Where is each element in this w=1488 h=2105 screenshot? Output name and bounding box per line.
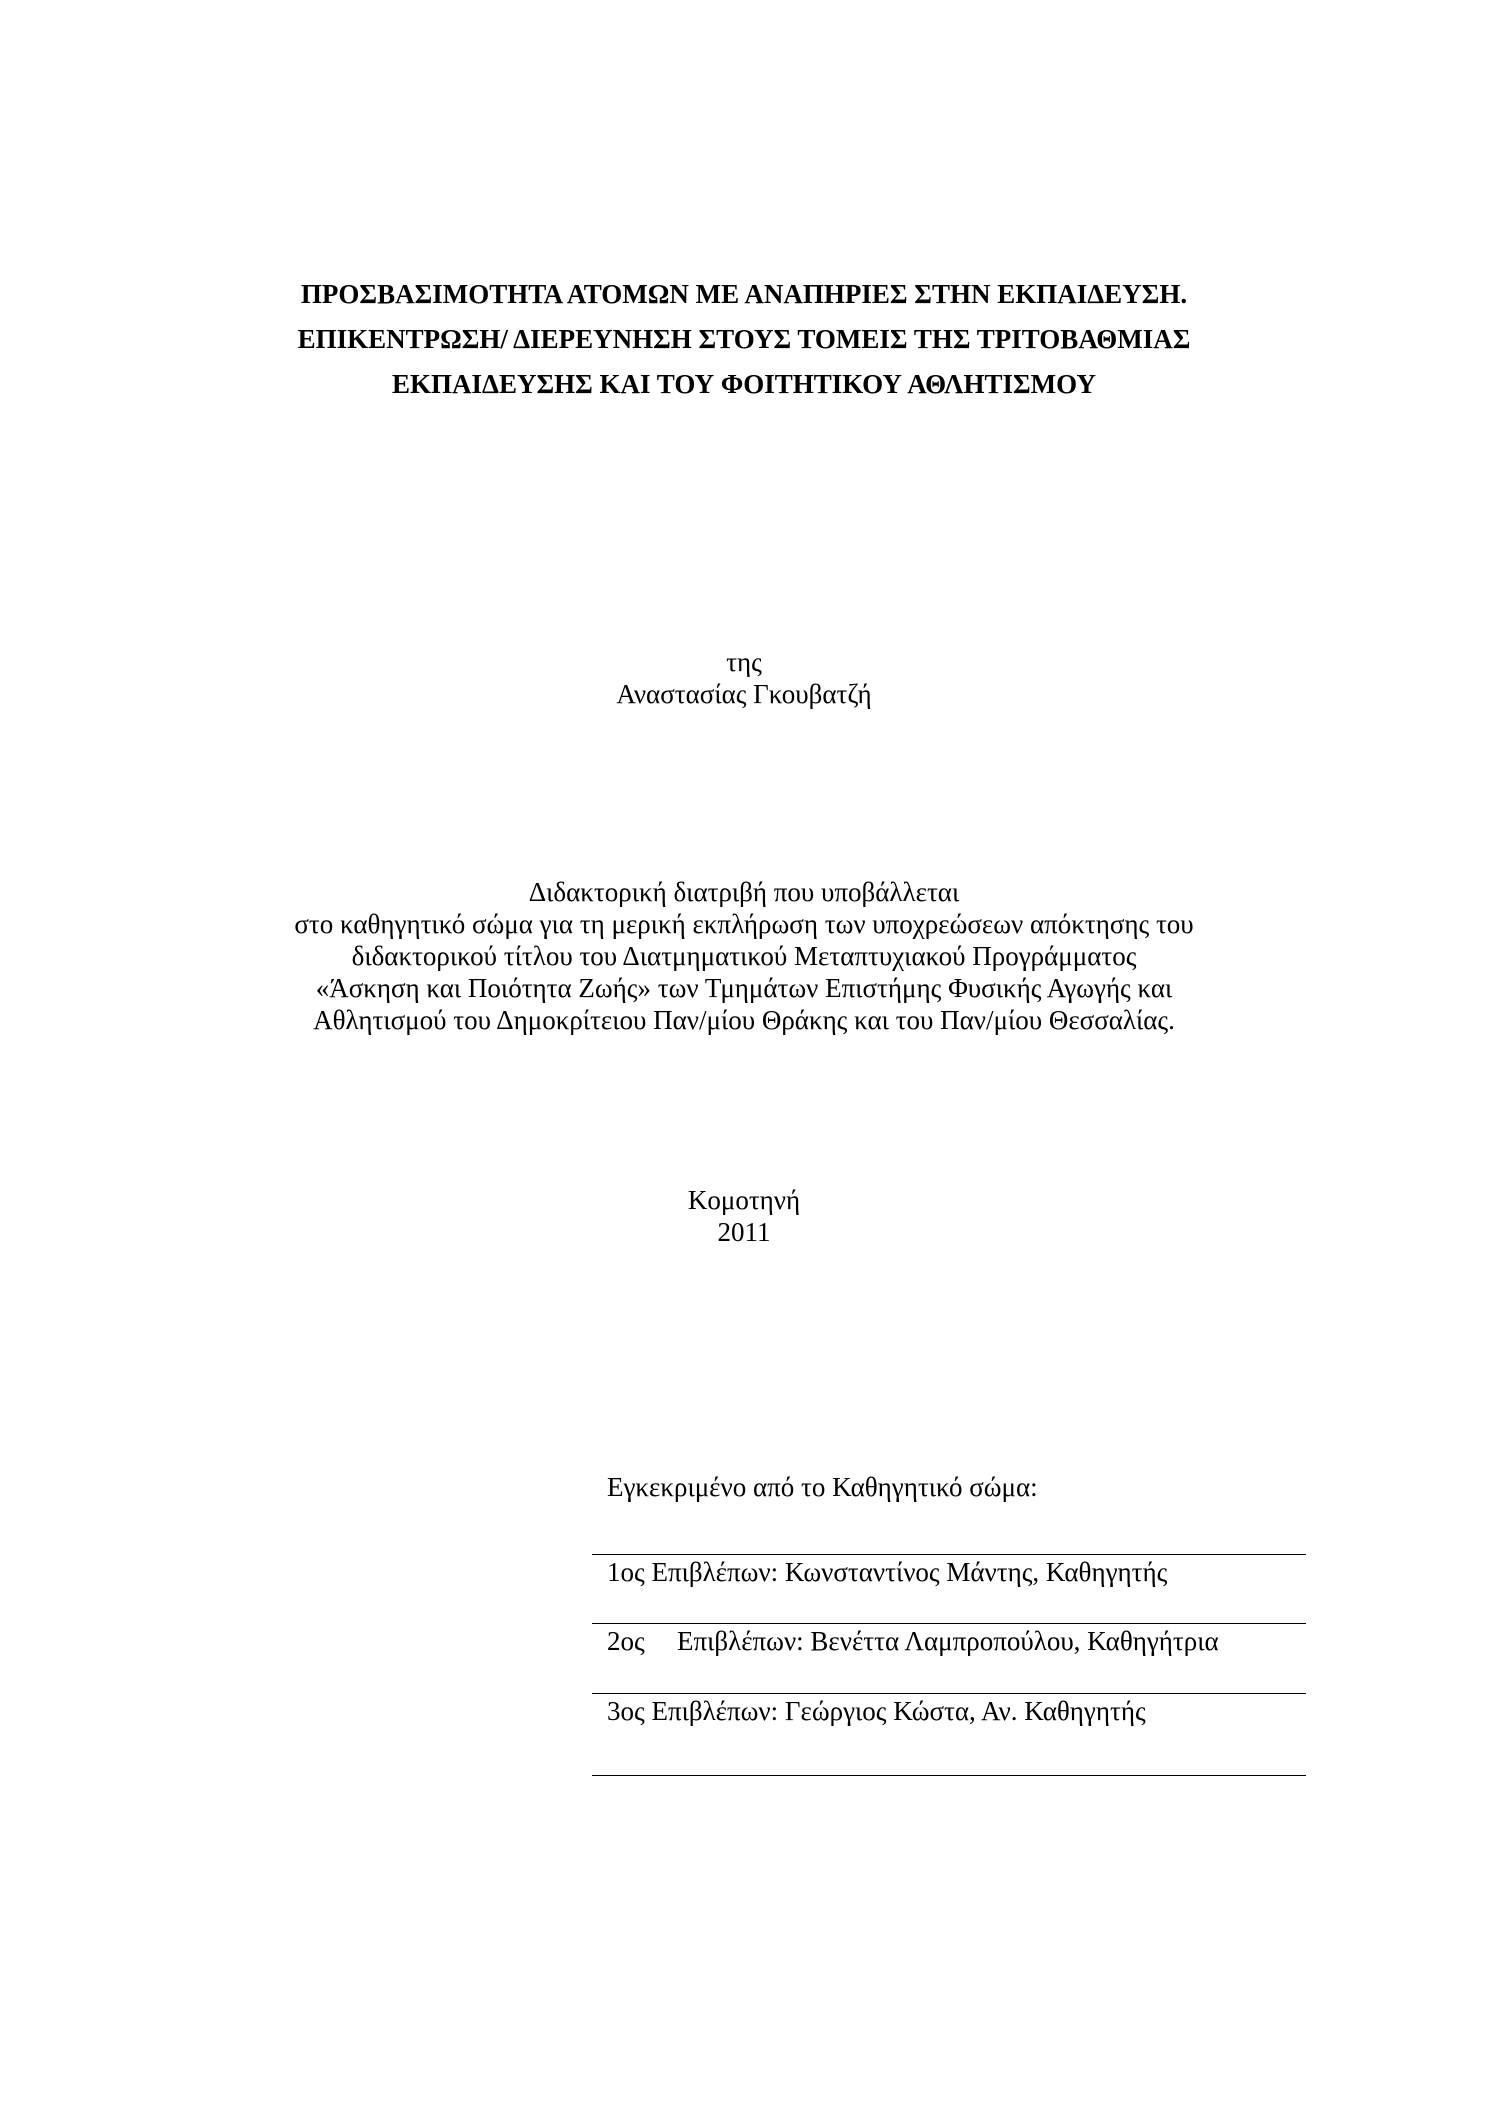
thesis-title [0,272,1488,407]
supervisor-text: Επιβλέπων: Γεώργιος Κώστα, Αν. Καθηγητής [651,1696,1146,1726]
description-line: διδακτορικού τίτλου του Διατμηματικού Μεταπτυχιακού Προγράμματος [351,941,1137,971]
thesis-description [0,876,1488,1036]
place: Κομοτηνή [687,1185,801,1215]
supervisor-1 [607,1556,1167,1588]
supervisor-ordinal: 2ος [607,1626,645,1656]
author-block [0,646,1488,710]
supervisor-text: Επιβλέπων: Κωνσταντίνος Μάντης, Καθηγητής [651,1557,1168,1587]
supervisor-ordinal: 1ος [607,1557,645,1587]
title-line: ΕΠΙΚΕΝΤΡΩΣΗ/ ΔΙΕΡΕΥΝΗΣΗ ΣΤΟΥΣ ΤΟΜΕΙΣ ΤΗΣ ΤΡΙΤΟΒΑΘΜΙΑΣ [297,324,1191,354]
signature-line [592,1775,1306,1776]
title-line: ΠΡΟΣΒΑΣΙΜΟΤΗΤΑ ΑΤΟΜΩΝ ΜΕ ΑΝΑΠΗΡΙΕΣ ΣΤΗΝ ΕΚΠΑΙΔΕΥΣΗ. [300,279,1188,309]
description-line: Διδακτορική διατριβή που υποβάλλεται [528,877,960,907]
description-line: Αθλητισμού του Δημοκρίτειου Παν/μίου Θράκης και του Παν/μίου Θεσσαλίας. [313,1005,1175,1035]
supervisor-ordinal: 3ος [607,1696,645,1726]
author-name: Αναστασίας Γκουβατζή [616,679,872,709]
signature-line [592,1623,1306,1624]
supervisor-3 [607,1695,1146,1727]
author-prefix: της [726,647,762,677]
place-date-block [0,1184,1488,1248]
supervisor-text: Επιβλέπων: Βενέττα Λαμπροπούλου, Καθηγήτρια [677,1626,1219,1656]
year: 2011 [717,1217,771,1247]
title-line: ΕΚΠΑΙΔΕΥΣΗΣ ΚΑΙ ΤΟΥ ΦΟΙΤΗΤΙΚΟΥ ΑΘΛΗΤΙΣΜΟΥ [392,369,1096,399]
supervisor-2 [607,1625,1219,1657]
signature-line [592,1554,1306,1555]
description-line: στο καθηγητικό σώμα για τη μερική εκπλήρωση των υποχρεώσεων απόκτησης του [294,909,1194,939]
description-line: «Άσκηση και Ποιότητα Ζωής» των Τμημάτων Επιστήμης Φυσικής Αγωγής και [315,973,1173,1003]
signature-line [592,1693,1306,1694]
approval-heading: Εγκεκριμένο από το Καθηγητικό σώμα: [607,1472,1038,1502]
